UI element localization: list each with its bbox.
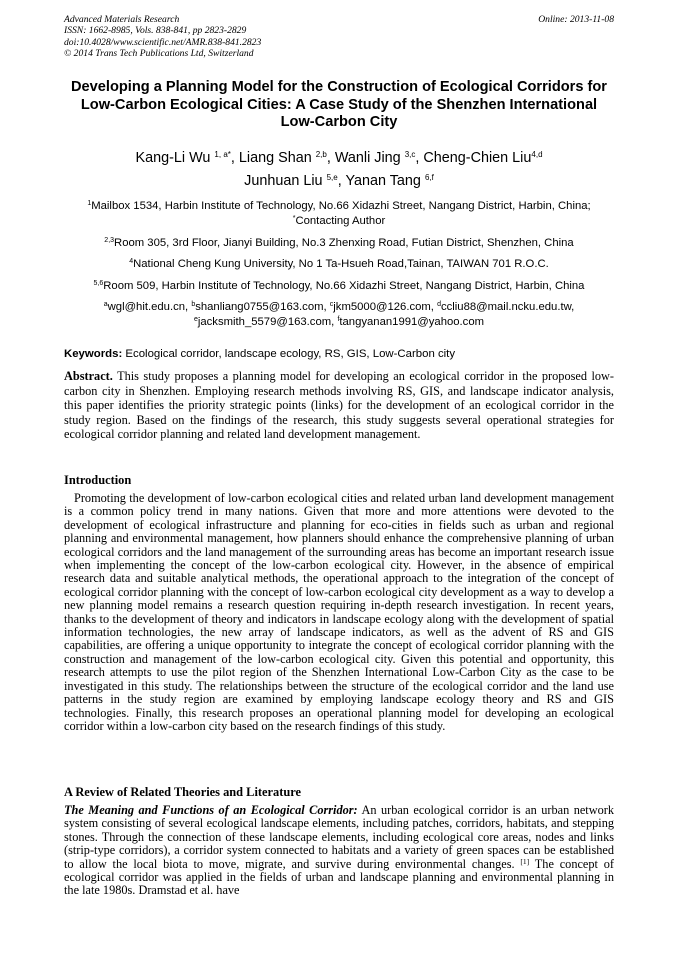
introduction-paragraph (64, 492, 614, 733)
affiliation-sup: 1 (87, 200, 92, 207)
affiliation-text: Mailbox 1534, Harbin Institute of Technology, No.66 Xidazhi Street, Nangang District, Harbin, China; (91, 200, 591, 212)
contact-sup: * (292, 214, 296, 222)
abstract (64, 369, 614, 442)
keywords (64, 347, 614, 361)
affiliation-sup: 5,6 (93, 280, 104, 287)
email-sup: f (337, 315, 340, 323)
citation-ref[interactable]: [1] (520, 856, 530, 866)
email-link[interactable]: jkm5000@126.com, (333, 301, 434, 313)
author-sup: 5,e (326, 173, 338, 182)
author-name: Liang Shan (238, 150, 312, 166)
email-sup: e (193, 315, 198, 323)
author-name: Cheng-Chien Liu (423, 150, 532, 166)
keywords-text: Ecological corridor, landscape ecology, RS, GIS, Low-Carbon city (125, 348, 456, 360)
affiliation-4 (64, 279, 614, 294)
subsection-lead: The Meaning and Functions of an Ecological Corridor: (64, 803, 358, 817)
author-sup: 2,b (315, 150, 327, 159)
author-sup: 4,d (531, 150, 543, 159)
email-sup: c (329, 301, 334, 308)
contact-text: Contacting Author (295, 214, 386, 227)
affiliation-3 (64, 257, 614, 272)
review-heading: A Review of Related Theories and Literature (64, 785, 301, 799)
email-sup: b (191, 301, 196, 308)
author-name: Junhuan Liu (244, 173, 323, 189)
keywords-label: Keywords: (64, 348, 123, 360)
author-list (64, 147, 614, 193)
introduction-heading: Introduction (64, 473, 132, 487)
review-text-2: The concept of ecological corridor was applied in the fields of urban and landscape planning and environmental planning in the late 1980s. Dramstad et al. have (64, 856, 615, 898)
author-sup: 6,f (424, 173, 434, 182)
email-link[interactable]: ccliu88@mail.ncku.edu.tw, (440, 301, 575, 313)
email-list (64, 300, 614, 329)
affiliation-2 (64, 236, 614, 251)
affiliation-text: Room 305, 3rd Floor, Jianyi Building, No.3 Zhenxing Road, Futian District, Shenzhen, China (114, 237, 574, 249)
email-link[interactable]: shanliang0755@163.com, (195, 301, 327, 313)
affiliation-1 (64, 199, 614, 228)
author-sup: 1, a* (214, 150, 231, 159)
affiliation-sup: 2,3 (104, 237, 115, 244)
affiliation-sup: 4 (129, 258, 134, 265)
online-date: Online: 2013-11-08 (538, 14, 614, 25)
email-link[interactable]: tangyanan1991@yahoo.com (339, 315, 485, 328)
email-link[interactable]: jacksmith_5579@163.com, (197, 315, 335, 328)
email-sup: a (103, 301, 108, 308)
doi-line[interactable]: doi:10.4028/www.scientific.net/AMR.838-841.2823 (64, 36, 262, 48)
author-name: Kang-Li Wu (135, 150, 211, 166)
review-text-1: An urban ecological corridor is an urban network system consisting of several ecological landscape elements, including patches, corridors, habitats, and stepping stones. Through the connection of these landscape elements, including ecological core areas, nodes and links (strip-type corridors), a corridor system connected to habitats and a variety of green spaces can be established to allow the local biota to move, migrate, and survive during environmental changes. (64, 803, 614, 871)
journal-header (64, 14, 614, 60)
author-name: Yanan Tang (345, 173, 421, 189)
journal-name: Advanced Materials Research (64, 14, 180, 25)
paper-title: Developing a Planning Model for the Construction of Ecological Corridors for Low-Carbon Ecological Cities: A Case Study of the Shenzhen International Low-Carbon City (71, 79, 607, 131)
copyright-line: © 2014 Trans Tech Publications Ltd, Switzerland (64, 48, 254, 60)
affiliation-text: Room 509, Harbin Institute of Technology, No.66 Xidazhi Street, Nangang District, Harbin, China (103, 280, 585, 292)
abstract-text: This study proposes a planning model for developing an ecological corridor in the proposed low-carbon city in Shenzhen. Employing research methods involving RS, GIS, and landscape indicator analysis, this paper identifies the priority strategic points (links) for the development of an ecological corridor in the study region. Based on the findings of the research, this study suggests several operational strategies for ecological corridor planning and related land development management. (64, 369, 614, 442)
introduction-text: Promoting the development of low-carbon ecological cities and related urban land development management is a common policy trend in many nations. Given that more and more attentions were devoted to the development of ecological infrastructure and planning for eco-cities in fields such as urban and regional planning and environmental management, how planners should enhance the comprehensive planning of urban ecological corridors and the land management of the surrounding areas has become an important research issue when implementing the concept of the low-carbon ecological city. However, in the absence of empirical research data and suitable analytical methods, the operational approach to the integration of the concept of ecological corridor planning with the concept of low-carbon ecological city development as a way to develop a new planning model remains a research question requiring in-depth research investigation. In recent years, thanks to the development of theory and indicators in landscape ecology along with the development of spatial information technologies, the new array of landscape indicators, as well as the advent of RS and GIS capabilities, are offering a unique opportunity to integrate the concept of ecological corridor planning with the construction and management of the low-carbon ecological city. Given this potential and opportunity, this research attempts to use the pilot region of the Shenzhen International Low-Carbon City as the case to be investigated in this study. The relationships between the structure of the ecological corridor and the land use patterns in the study region are examined by employing landscape ecology theory and RS and GIS technologies. Finally, this research proposes an operational planning model for developing an ecological corridor within a low-carbon city based on the research findings of this study. (64, 491, 614, 733)
email-sup: d (437, 301, 441, 308)
author-sup: 3,c (404, 150, 416, 159)
author-line-2: Junhuan Liu $^{5,e}$, Yanan Tang $^{6,f}$ (244, 173, 434, 189)
email-link[interactable]: wgl@hit.edu.cn, (107, 301, 189, 313)
abstract-label: Abstract. (64, 369, 113, 383)
issn-line: ISSN: 1662-8985, Vols. 838-841, pp 2823-2829 (64, 25, 247, 37)
review-paragraph (64, 804, 614, 898)
author-line-1: Kang-Li Wu $^{1, a*}$, Liang Shan $^{2,b}$, Wanli Jing $^{3,c}$, Cheng-Chien Liu$^{4,d}$ (135, 150, 543, 166)
author-name: Wanli Jing (334, 150, 401, 166)
affiliation-text: National Cheng Kung University, No 1 Ta-Hsueh Road,Tainan, TAIWAN 701 R.O.C. (133, 258, 549, 270)
